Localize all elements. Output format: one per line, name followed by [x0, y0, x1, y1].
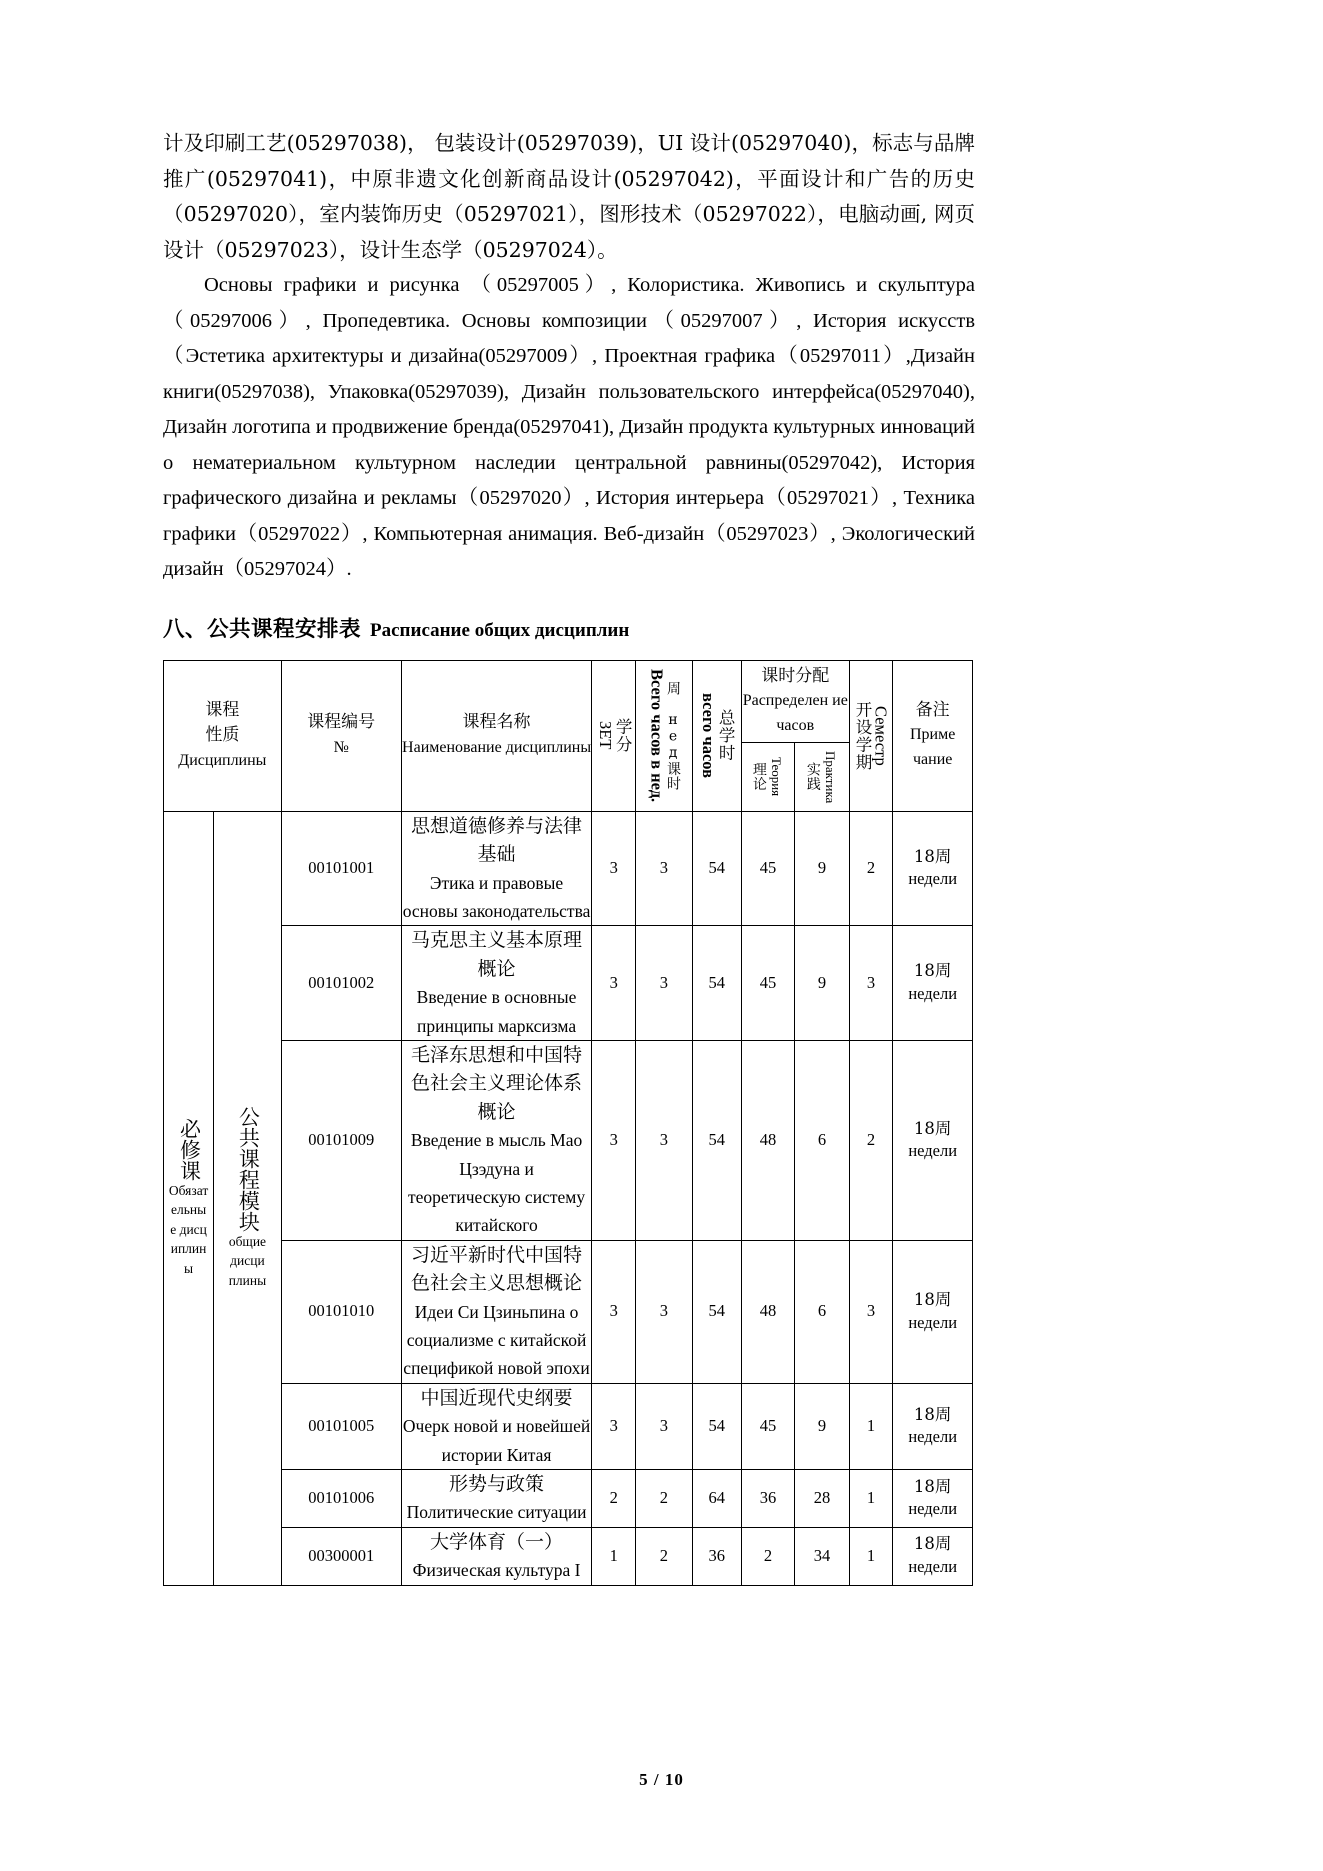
cell-total-hours: 54 [692, 1040, 741, 1240]
cell-theory-hours: 36 [741, 1469, 794, 1527]
header-course-code-cn: 课程编号 [307, 712, 376, 733]
cell-total-hours: 54 [692, 1240, 741, 1383]
header-category [164, 660, 282, 811]
cell-weekly-hours: 3 [636, 1240, 693, 1383]
cell-credits: 1 [592, 1527, 636, 1585]
section-heading-russian: Расписание общих дисциплин [370, 619, 630, 641]
cell-course-code: 00101010 [281, 1240, 401, 1383]
cell-course-name [401, 1469, 592, 1527]
note-ru: недели [908, 1427, 958, 1447]
course-name-ru: Политические ситуации [406, 1502, 587, 1523]
note-ru: недели [908, 1141, 958, 1161]
table-body [164, 811, 973, 1585]
header-course-code [281, 660, 401, 811]
cell-theory-hours: 2 [741, 1527, 794, 1585]
course-name-ru: Идеи Си Цзиньпина о социализме с китайской спецификой новой эпохи [403, 1301, 590, 1379]
header-weekly-hours-cn: 周 нед课时 [665, 680, 681, 791]
cell-note [893, 1527, 973, 1585]
cell-semester: 3 [849, 1240, 893, 1383]
header-notes-ru-2: чание [912, 751, 953, 769]
header-notes-ru-1: Приме [910, 726, 956, 744]
course-name-cn: 中国近现代史纲要 [420, 1386, 573, 1409]
cell-total-hours: 36 [692, 1527, 741, 1585]
course-name-ru: Введение в основные принципы марксизма [416, 987, 577, 1036]
table-row [164, 1469, 973, 1527]
cell-weekly-hours: 3 [636, 1040, 693, 1240]
note-cn: 18周 [913, 1534, 952, 1554]
cell-practice-hours: 28 [795, 1469, 850, 1527]
cell-weekly-hours: 3 [636, 926, 693, 1041]
category-label-cn: 必修课 [177, 1117, 202, 1181]
cell-weekly-hours: 3 [636, 811, 693, 926]
cell-note [893, 926, 973, 1041]
course-name-ru: Введение в мысль Мао Цзэдуна и теоретическую систему китайского [408, 1130, 586, 1236]
page-number: 5 / 10 [639, 1770, 684, 1789]
header-hours-distribution-cn: 课时分配 [761, 665, 830, 686]
note-cn: 18周 [913, 1404, 952, 1424]
cell-semester: 1 [849, 1383, 893, 1469]
header-theory-cn: 理论 [750, 762, 767, 792]
table-header [164, 660, 973, 811]
header-course-name [401, 660, 592, 811]
header-theory [741, 743, 794, 811]
header-category-cn-2: 性质 [205, 725, 240, 746]
cell-semester: 1 [849, 1469, 893, 1527]
course-schedule-table [163, 660, 973, 1586]
note-ru: недели [908, 1312, 958, 1332]
section-heading [163, 614, 975, 646]
cell-weekly-hours: 2 [636, 1469, 693, 1527]
header-course-code-ru: № [333, 738, 349, 756]
cell-credits: 3 [592, 811, 636, 926]
note-ru: недели [908, 1499, 958, 1519]
header-notes-cn: 备注 [915, 699, 950, 720]
cell-theory-hours: 45 [741, 1383, 794, 1469]
cell-practice-hours: 6 [795, 1240, 850, 1383]
cell-course-name [401, 1383, 592, 1469]
cell-theory-hours: 48 [741, 1040, 794, 1240]
note-ru: недели [908, 1557, 958, 1577]
cell-theory-hours: 45 [741, 926, 794, 1041]
course-name-cn: 毛泽东思想和中国特色社会主义理论体系概论 [411, 1043, 583, 1123]
table-header-row-1 [164, 660, 973, 743]
table-row [164, 811, 973, 926]
cell-semester: 2 [849, 1040, 893, 1240]
header-total-hours-ru: всего часов [698, 692, 718, 779]
cell-practice-hours: 34 [795, 1527, 850, 1585]
header-semester-cn: 开设学期 [852, 700, 872, 771]
course-name-ru: Очерк новой и новейшей истории Китая [402, 1416, 591, 1465]
header-total-hours [692, 660, 741, 811]
cell-note [893, 1240, 973, 1383]
course-name-cn: 马克思主义基本原理概论 [411, 929, 583, 980]
cell-total-hours: 54 [692, 811, 741, 926]
cell-total-hours: 64 [692, 1469, 741, 1527]
cell-practice-hours: 6 [795, 1040, 850, 1240]
cell-credits: 3 [592, 1040, 636, 1240]
cell-semester: 3 [849, 926, 893, 1041]
cell-weekly-hours: 2 [636, 1527, 693, 1585]
section-heading-chinese: 八、公共课程安排表 [163, 616, 362, 642]
note-ru: недели [908, 984, 958, 1004]
cell-semester: 2 [849, 811, 893, 926]
cell-course-code: 00101001 [281, 811, 401, 926]
table-row [164, 926, 973, 1041]
header-course-name-cn: 课程名称 [462, 712, 531, 733]
note-cn: 18周 [913, 1290, 952, 1309]
header-weekly-hours [636, 660, 693, 811]
note-cn: 18周 [913, 1476, 952, 1496]
cell-course-code: 00101002 [281, 926, 401, 1041]
header-semester [849, 660, 893, 811]
header-credits-cn: 学分 [613, 718, 633, 753]
cell-note [893, 1469, 973, 1527]
cell-course-name [401, 1240, 592, 1383]
course-name-cn: 思想道德修养与法律基础 [411, 814, 583, 865]
cell-course-code: 00101009 [281, 1040, 401, 1240]
cell-note [893, 811, 973, 926]
header-theory-ru: Теория [768, 757, 784, 797]
table-row [164, 1240, 973, 1383]
module-label-ru: общие дисциплины [228, 1233, 267, 1288]
cell-practice-hours: 9 [795, 926, 850, 1041]
category-label-ru: Обязательные дисциплины [168, 1182, 209, 1276]
cell-theory-hours: 48 [741, 1240, 794, 1383]
cell-theory-hours: 45 [741, 811, 794, 926]
header-practice-cn: 实践 [804, 762, 821, 792]
cell-credits: 2 [592, 1469, 636, 1527]
cell-note [893, 1383, 973, 1469]
cell-semester: 1 [849, 1527, 893, 1585]
table-row [164, 1527, 973, 1585]
course-name-cn: 习近平新时代中国特色社会主义思想概论 [411, 1243, 583, 1295]
header-semester-ru: Семестр [871, 705, 891, 766]
cell-practice-hours: 9 [795, 811, 850, 926]
cell-practice-hours: 9 [795, 1383, 850, 1469]
cell-course-name [401, 811, 592, 926]
cell-note [893, 1040, 973, 1240]
header-course-name-ru: Наименование дисциплины [402, 738, 592, 756]
header-category-cn-1: 课程 [205, 699, 240, 720]
note-ru: недели [908, 869, 958, 889]
cell-course-name [401, 1040, 592, 1240]
module-label-cn: 公共课程模块 [236, 1105, 261, 1232]
course-name-ru: Физическая культура I [412, 1560, 581, 1581]
note-cn: 18周 [913, 846, 952, 866]
cell-credits: 3 [592, 1383, 636, 1469]
header-credits [592, 660, 636, 811]
cell-course-name [401, 926, 592, 1041]
header-weekly-hours-ru: Всего часов в нед. [647, 668, 667, 803]
cell-course-name [401, 1527, 592, 1585]
header-practice [795, 743, 850, 811]
page-footer [0, 1770, 1323, 1790]
header-total-hours-cn: 总学时 [716, 709, 736, 762]
cell-course-code: 00300001 [281, 1527, 401, 1585]
cell-total-hours: 54 [692, 1383, 741, 1469]
cell-course-code: 00101005 [281, 1383, 401, 1469]
cell-course-code: 00101006 [281, 1469, 401, 1527]
header-hours-distribution-ru: Распределен ие часов [742, 692, 848, 735]
cell-weekly-hours: 3 [636, 1383, 693, 1469]
header-credits-ru: ЗЕТ [595, 721, 615, 750]
cell-total-hours: 54 [692, 926, 741, 1041]
cell-credits: 3 [592, 926, 636, 1041]
course-name-cn: 大学体育（一） [430, 1530, 564, 1553]
cell-module-public [214, 811, 282, 1585]
course-name-cn: 形势与政策 [449, 1472, 545, 1495]
header-notes [893, 660, 973, 811]
cell-category-required [164, 811, 214, 1585]
table-row [164, 1040, 973, 1240]
paragraph-courses-chinese: 计及印刷工艺(05297038)， 包装设计(05297039)，UI 设计(05297040)，标志与品牌推广(05297041)，中原非遗文化创新商品设计(05297042)，平面设计和广告的历史（05297020），室内装饰历史（05297021），图形技术（05297022），电脑动画, 网页设计（05297023），设计生态学（05297024）。 [163, 131, 975, 262]
page-content [163, 126, 975, 1586]
cell-credits: 3 [592, 1240, 636, 1383]
note-cn: 18周 [913, 1118, 952, 1138]
course-name-ru: Этика и правовые основы законодательства [402, 872, 591, 921]
paragraph-courses-russian: Основы графики и рисунка （05297005）, Колористика. Живопись и скульптура（05297006）, Пропедевтика. Основы композиции（05297007）, История искусств（Эстетика архитектуры и дизайна(05297009）, Проектная графика（05297011）,Дизайн книги(05297038), Упаковка(05297039), Дизайн пользовательского интерфейса(05297040), Дизайн логотипа и продвижение бренда(05297041), Дизайн продукта культурных инноваций о нематериальном культурном наследии центральной равнины(05297042), История графического дизайна и рекламы（05297020）, История интерьера（05297021）, Техника графики（05297022）, Компьютерная анимация. Веб-дизайн（05297023）, Экологический дизайн（05297024）. [163, 274, 975, 580]
note-cn: 18周 [913, 961, 952, 981]
table-row [164, 1383, 973, 1469]
header-hours-distribution [741, 660, 849, 743]
header-practice-ru: Практика [822, 750, 838, 803]
header-category-ru: Дисциплины [178, 751, 267, 769]
